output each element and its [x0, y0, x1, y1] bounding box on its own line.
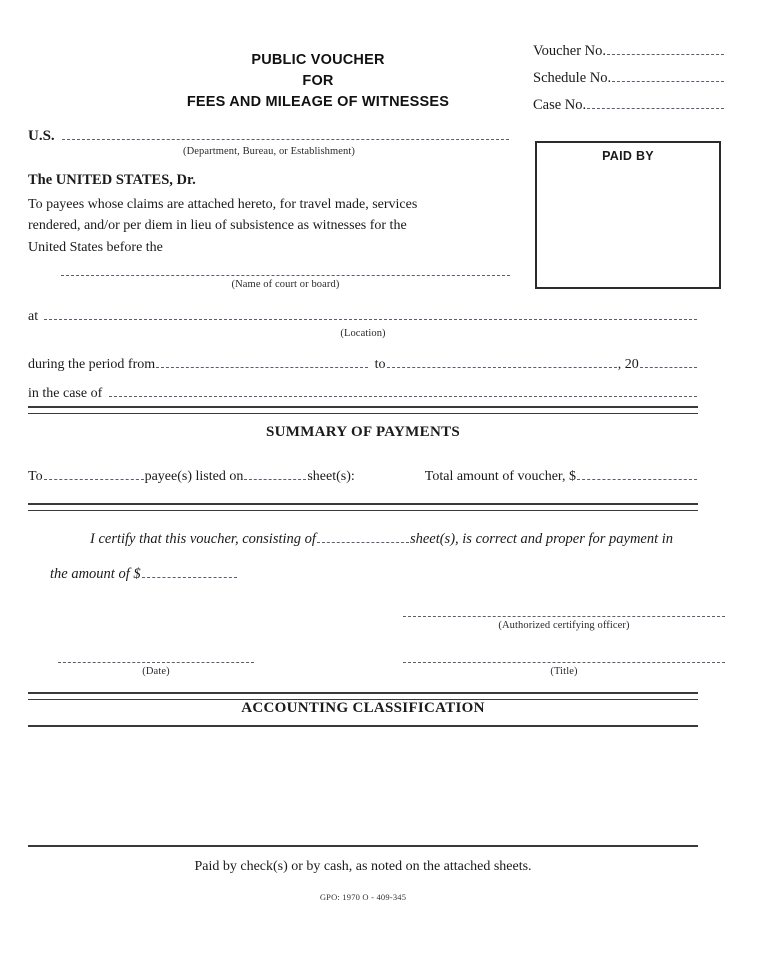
paid-by-box[interactable] — [535, 141, 721, 289]
case-of-row — [28, 386, 698, 402]
certify-sheets-input[interactable] — [317, 532, 409, 543]
body-paragraph: To payees whose claims are attached hereto, for travel made, services rendered, and/or per diem in lieu of subsistence as witnesses for the United States before the — [28, 197, 418, 255]
certification-line-2 — [28, 566, 698, 583]
location-row — [28, 309, 698, 325]
form-title-line-3: FEES AND MILEAGE OF WITNESSES — [186, 94, 450, 111]
summary-total-label: Total amount of voucher, $ — [424, 469, 577, 485]
caption-department: (Department, Bureau, or Establishment) — [182, 146, 356, 157]
form-content-area — [28, 0, 698, 957]
form-title-line-2: FOR — [302, 73, 334, 90]
case-no-input[interactable] — [587, 98, 724, 109]
form-title — [128, 50, 508, 113]
case-no-label: Case No. — [533, 97, 587, 114]
voucher-no-label: Voucher No. — [533, 43, 607, 60]
title-input[interactable] — [403, 661, 725, 663]
schedule-no-row — [533, 71, 725, 86]
case-of-input[interactable] — [109, 386, 697, 397]
voucher-number-block — [533, 44, 725, 125]
schedule-no-label: Schedule No. — [533, 70, 612, 87]
summary-total-input[interactable] — [577, 469, 697, 480]
certify-amount-input[interactable] — [142, 567, 237, 578]
location-input[interactable] — [44, 309, 697, 320]
gpo-imprint: GPO: 1970 O - 409-345 — [319, 892, 407, 902]
certification-statement — [28, 531, 698, 583]
form-title-line-1: PUBLIC VOUCHER — [251, 52, 385, 68]
at-label: at — [28, 309, 39, 325]
section-divider-summary-top — [28, 406, 698, 414]
voucher-no-input[interactable] — [607, 44, 724, 55]
schedule-no-input[interactable] — [612, 71, 724, 82]
year-prefix-label: , 20 — [617, 357, 639, 373]
paid-by-label: PAID BY — [602, 149, 654, 163]
caption-court: (Name of court or board) — [231, 279, 340, 290]
year-input[interactable] — [640, 357, 697, 368]
summary-of-payments-heading: SUMMARY OF PAYMENTS — [265, 424, 461, 440]
period-to-label: to — [374, 357, 386, 373]
case-of-label: in the case of — [28, 386, 103, 402]
caption-date: (Date) — [142, 666, 170, 677]
summary-payees-label: payee(s) listed on — [144, 469, 244, 485]
case-no-row — [533, 98, 725, 113]
footer-divider — [28, 845, 698, 847]
period-to-input[interactable] — [387, 357, 617, 368]
caption-title: (Title) — [550, 666, 578, 677]
summary-payee-count-input[interactable] — [44, 469, 144, 480]
certify-text-b: sheet(s), is correct and proper for payment in — [409, 531, 674, 547]
summary-sheet-count-input[interactable] — [244, 469, 306, 480]
summary-sheets-label: sheet(s): — [307, 469, 355, 485]
us-label: U.S. — [28, 127, 55, 144]
section-divider-accounting-bottom — [28, 725, 698, 727]
court-name-input[interactable] — [61, 274, 510, 276]
section-divider-summary-bottom — [28, 503, 698, 511]
section-divider-accounting-top — [28, 692, 698, 700]
certifying-officer-signature-input[interactable] — [403, 615, 725, 617]
accounting-classification-heading: ACCOUNTING CLASSIFICATION — [241, 700, 485, 716]
period-from-label: during the period from — [28, 357, 156, 373]
certify-amount-label: the amount of $ — [50, 566, 141, 582]
date-input[interactable] — [58, 661, 254, 663]
certify-text-a: I certify that this voucher, consisting of — [90, 531, 316, 547]
period-row — [28, 357, 698, 373]
us-agency-row — [28, 127, 510, 145]
us-agency-input[interactable] — [62, 127, 509, 140]
united-states-dr-heading: The UNITED STATES, Dr. — [28, 172, 196, 188]
summary-to-label: To — [28, 469, 43, 485]
certification-line-1 — [28, 531, 698, 548]
footer-note: Paid by check(s) or by cash, as noted on the attached sheets. — [194, 859, 532, 874]
caption-authorized-certifying-officer: (Authorized certifying officer) — [498, 620, 630, 631]
voucher-no-row — [533, 44, 725, 59]
summary-payments-row — [28, 469, 698, 485]
caption-location: (Location) — [340, 328, 386, 339]
period-from-input[interactable] — [156, 357, 368, 368]
